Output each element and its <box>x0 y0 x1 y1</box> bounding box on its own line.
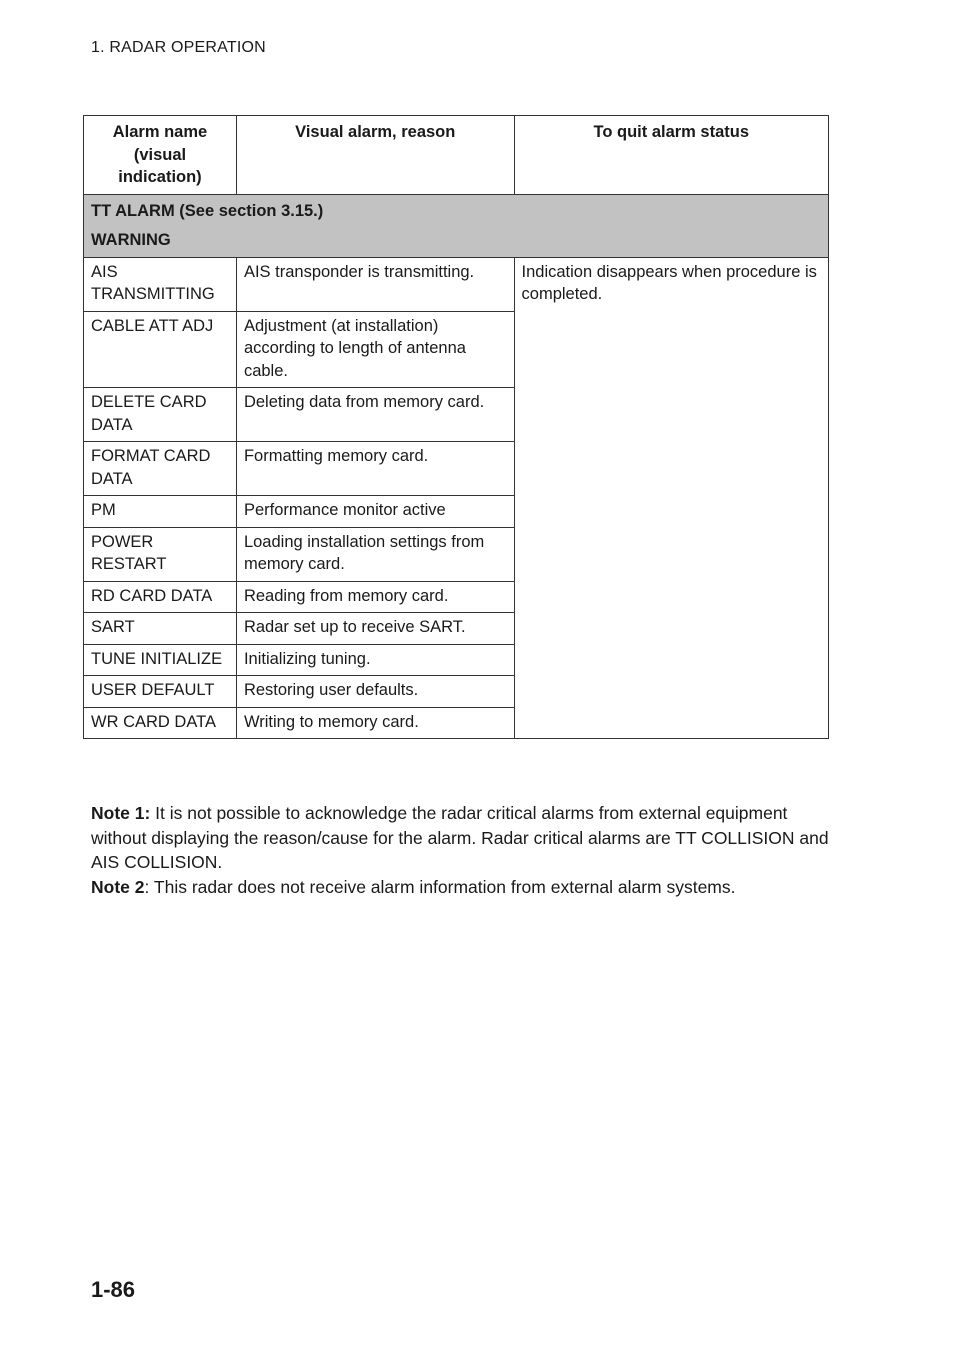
alarm-reason-cell: Reading from memory card. <box>236 581 514 613</box>
alarm-name-cell: PM <box>84 496 237 528</box>
alarm-name-cell: FORMAT CARD DATA <box>84 442 237 496</box>
alarm-reason-cell: Adjustment (at installation) according to length of antenna cable. <box>236 311 514 388</box>
alarm-name-cell: SART <box>84 613 237 645</box>
subgroup-row <box>84 226 829 257</box>
alarm-name-cell: WR CARD DATA <box>84 707 237 739</box>
group-row <box>84 194 829 226</box>
note-2-label: Note 2 <box>91 876 145 897</box>
alarm-reason-cell: Initializing tuning. <box>236 644 514 676</box>
subgroup-title: WARNING <box>84 226 829 257</box>
running-header: 1. RADAR OPERATION <box>91 39 266 56</box>
column-header-quit-status: To quit alarm status <box>514 116 828 195</box>
alarm-reason-cell: AIS transponder is transmitting. <box>236 257 514 311</box>
note-1 <box>91 801 836 875</box>
note-2-text: : This radar does not receive alarm information from external alarm systems. <box>144 876 736 897</box>
alarm-name-cell: USER DEFAULT <box>84 676 237 708</box>
alarm-name-cell: DELETE CARD DATA <box>84 388 237 442</box>
group-title: TT ALARM (See section 3.15.) <box>84 194 829 226</box>
column-header-alarm-name: Alarm name (visual indication) <box>84 116 237 195</box>
alarm-table <box>83 115 829 739</box>
alarm-name-cell: CABLE ATT ADJ <box>84 311 237 388</box>
notes-section <box>91 801 836 899</box>
alarm-reason-cell: Restoring user defaults. <box>236 676 514 708</box>
table-header-row <box>84 116 829 195</box>
alarm-name-cell: AIS TRANSMITTING <box>84 257 237 311</box>
page-number: 1-86 <box>91 1277 136 1302</box>
alarm-name-cell: POWER RESTART <box>84 527 237 581</box>
table-row <box>84 257 829 311</box>
alarm-reason-cell: Loading installation settings from memory card. <box>236 527 514 581</box>
alarm-name-cell: RD CARD DATA <box>84 581 237 613</box>
note-1-text: It is not possible to acknowledge the radar critical alarms from external equipment without displaying the reason/cause for the alarm. Radar critical alarms are TT COLLISION and AIS COLLISION. <box>91 803 829 872</box>
column-header-visual-alarm: Visual alarm, reason <box>236 116 514 195</box>
alarm-reason-cell: Writing to memory card. <box>236 707 514 739</box>
alarm-reason-cell: Performance monitor active <box>236 496 514 528</box>
alarm-reason-cell: Radar set up to receive SART. <box>236 613 514 645</box>
quit-status-cell: Indication disappears when procedure is completed. <box>514 257 828 739</box>
alarm-reason-cell: Formatting memory card. <box>236 442 514 496</box>
note-1-label: Note 1: <box>91 803 151 823</box>
alarm-name-cell: TUNE INITIALIZE <box>84 644 237 676</box>
alarm-reason-cell: Deleting data from memory card. <box>236 388 514 442</box>
note-2 <box>91 875 836 900</box>
